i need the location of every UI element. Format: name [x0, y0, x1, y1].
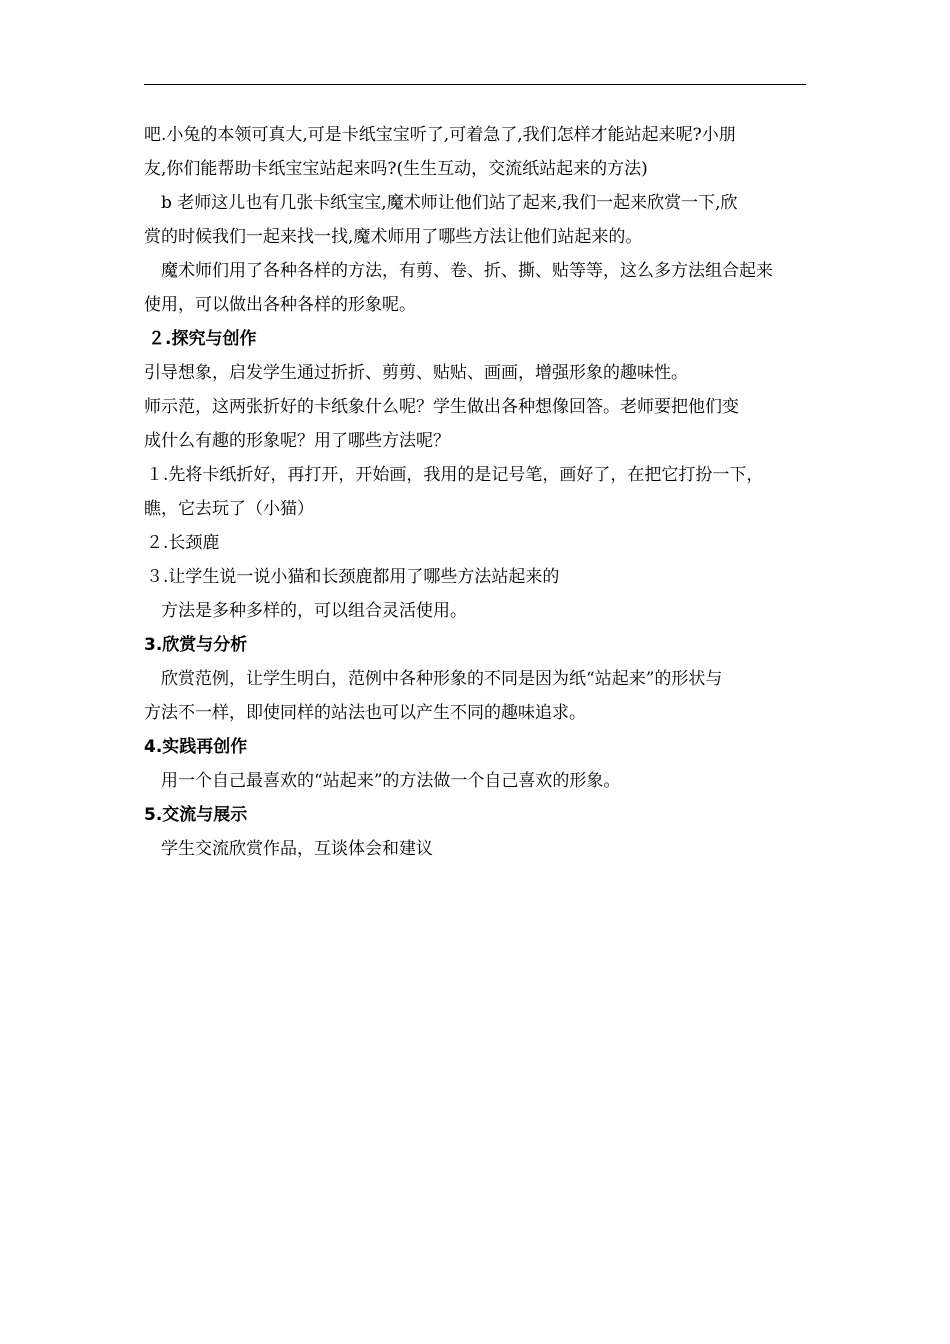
document-body [144, 118, 808, 866]
list-item: ３.让学生说一说小猫和长颈鹿都用了哪些方法站起来的 [146, 567, 560, 587]
section-heading-5: 5.交流与展示 [144, 805, 248, 825]
section-heading-2: ２.探究与创作 [148, 329, 257, 349]
list-item-continuation: 瞧，它去玩了（小猫） [144, 499, 314, 519]
list-item: ２.长颈鹿 [146, 533, 220, 553]
section-heading-4: 4.实践再创作 [144, 737, 248, 757]
paragraph-line: 赏的时候我们一起来找一找,魔术师用了哪些方法让他们站起来的。 [144, 227, 643, 247]
header-rule [144, 84, 806, 85]
paragraph-line: 欣赏范例，让学生明白，范例中各种形象的不同是因为纸“站起来”的形状与 [161, 669, 723, 689]
paragraph-line: 师示范，这两张折好的卡纸象什么呢？学生做出各种想像回答。老师要把他们变 [144, 397, 739, 417]
paragraph-line: 引导想象，启发学生通过折折、剪剪、贴贴、画画，增强形象的趣味性。 [144, 363, 688, 383]
paragraph-line: b 老师这儿也有几张卡纸宝宝,魔术师让他们站了起来,我们一起来欣赏一下,欣 [161, 193, 738, 213]
paragraph-line: 友,你们能帮助卡纸宝宝站起来吗?(生生互动，交流纸站起来的方法) [144, 159, 648, 179]
paragraph-line: 学生交流欣赏作品，互谈体会和建议 [161, 839, 433, 859]
paragraph-line: 方法是多种多样的，可以组合灵活使用。 [161, 601, 467, 621]
paragraph-line: 用一个自己最喜欢的“站起来”的方法做一个自己喜欢的形象。 [161, 771, 621, 791]
paragraph-line: 魔术师们用了各种各样的方法，有剪、卷、折、撕、贴等等，这么多方法组合起来 [161, 261, 773, 281]
paragraph-line: 使用，可以做出各种各样的形象呢。 [144, 295, 416, 315]
section-heading-3: 3.欣赏与分析 [144, 635, 248, 655]
paragraph-line: 吧.小兔的本领可真大,可是卡纸宝宝听了,可着急了,我们怎样才能站起来呢?小朋 [144, 125, 736, 145]
list-item: １.先将卡纸折好，再打开，开始画，我用的是记号笔，画好了，在把它打扮一下， [146, 465, 764, 485]
paragraph-line: 成什么有趣的形象呢？用了哪些方法呢？ [144, 431, 450, 451]
paragraph-line: 方法不一样，即使同样的站法也可以产生不同的趣味追求。 [144, 703, 586, 723]
